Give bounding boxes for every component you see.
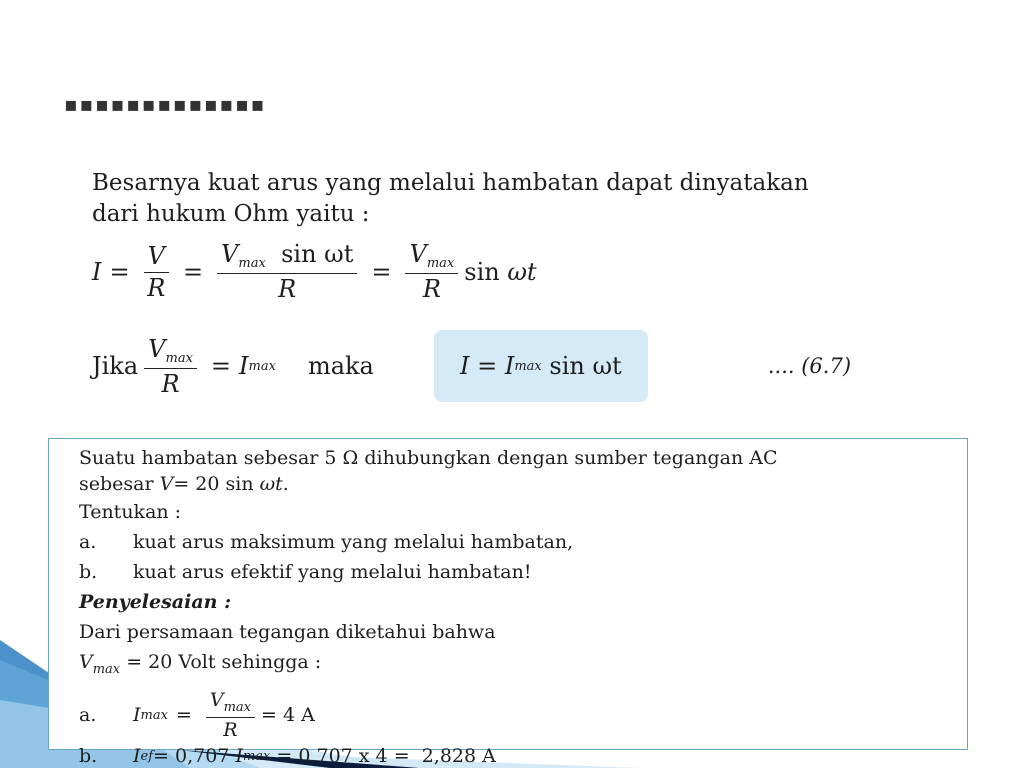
example-box	[48, 438, 968, 767]
fraction-v-over-r	[144, 242, 169, 302]
eq-sin: sin	[464, 257, 500, 286]
calc-b-I: I	[133, 745, 141, 767]
eq-sign: =	[210, 352, 232, 380]
solution-title: Penyelesaian :	[79, 591, 232, 613]
calc-a-I: I	[133, 704, 141, 726]
solution-vmax	[79, 649, 967, 683]
calc-a-num: V	[209, 689, 224, 711]
tentukan: Tentukan :	[79, 501, 182, 523]
calc-b-label: b.	[79, 745, 98, 767]
equation-number: .... (6.7)	[767, 354, 852, 378]
calc-a-result: = 4 A	[261, 704, 315, 726]
jika-word: Jika	[92, 352, 139, 380]
intro-text	[92, 168, 932, 230]
calc-a-num-sub: max	[223, 700, 252, 715]
question-b	[79, 559, 967, 585]
question-b-text: kuat arus efektif yang melalui hambatan!	[133, 561, 532, 583]
question-b-label: b.	[79, 561, 98, 583]
solution-line-1: Dari persamaan tegangan diketahui bahwa	[79, 621, 496, 643]
eq-sign: =	[371, 257, 392, 286]
eq-wt: ωt	[507, 257, 537, 286]
calc-a-den: R	[223, 719, 238, 741]
jika-equation	[92, 330, 851, 402]
example-line-2	[79, 471, 967, 497]
result-sin: sin ωt	[549, 352, 622, 380]
slide-title: ▪▪▪▪▪▪▪▪▪▪▪▪▪	[64, 92, 267, 116]
question-a	[79, 529, 967, 555]
eq-Vmax: V	[221, 240, 239, 268]
eq-R: R	[422, 275, 441, 303]
question-a-label: a.	[79, 531, 97, 553]
eq-sign: =	[182, 257, 204, 286]
intro-line-1: Besarnya kuat arus yang melalui hambatan dapat dinyatakan	[92, 170, 809, 196]
eq-R: R	[147, 273, 166, 302]
calc-a-eq: =	[175, 704, 192, 726]
eq-R: R	[278, 275, 297, 303]
example-line-1: Suatu hambatan sebesar 5 Ω dihubungkan dengan sumber tegangan AC	[79, 447, 778, 469]
result-highlight-box	[434, 330, 648, 402]
eq-V: V	[147, 241, 165, 270]
ohm-equation	[92, 240, 537, 303]
example-line-2-pre: sebesar	[79, 473, 160, 495]
eq-R: R	[161, 369, 180, 398]
eq-I: I	[92, 257, 102, 286]
max-subscript: max	[165, 350, 193, 366]
eq-I: I	[239, 352, 249, 380]
max-subscript: max	[426, 256, 455, 271]
maka-word: maka	[307, 352, 374, 380]
eq-sinwt: sin ωt	[281, 240, 354, 268]
solution-V: V	[79, 651, 93, 673]
example-wt: ωt	[259, 473, 283, 495]
max-subscript: max	[92, 662, 121, 677]
example-line-2-post: = 20 sin	[173, 473, 260, 495]
example-dot: .	[282, 473, 289, 495]
fraction-vmax-over-r	[405, 240, 458, 303]
calc-a-label: a.	[79, 704, 97, 726]
max-subscript: max	[248, 358, 276, 374]
calc-b-sub2: max	[242, 748, 271, 764]
calc-b-sub: ef	[140, 748, 154, 764]
question-a-text: kuat arus maksimum yang melalui hambatan,	[133, 531, 574, 553]
eq-Vmax: V	[148, 334, 166, 363]
max-subscript: max	[514, 358, 542, 374]
eq-Vmax: V	[409, 240, 427, 268]
calc-b-result: = 0,707 x 4 = 2,828 A	[270, 745, 496, 767]
fraction-vmax-sinwt-over-r	[217, 240, 357, 303]
calc-a-fraction	[206, 689, 255, 741]
eq-sign: =	[109, 257, 130, 286]
calc-b-I2: I	[235, 745, 243, 767]
calc-b	[79, 745, 967, 767]
example-V: V	[159, 473, 174, 495]
max-subscript: max	[238, 256, 266, 271]
calc-a	[79, 689, 967, 741]
calc-a-sub: max	[140, 707, 168, 723]
solution-vmax-rest: = 20 Volt sehingga :	[120, 651, 322, 673]
fraction-vmax-over-r	[144, 335, 197, 398]
result-lhs: I = I	[460, 352, 515, 380]
calc-b-mid: = 0,707	[153, 745, 236, 767]
intro-line-2: dari hukum Ohm yaitu :	[92, 201, 370, 227]
